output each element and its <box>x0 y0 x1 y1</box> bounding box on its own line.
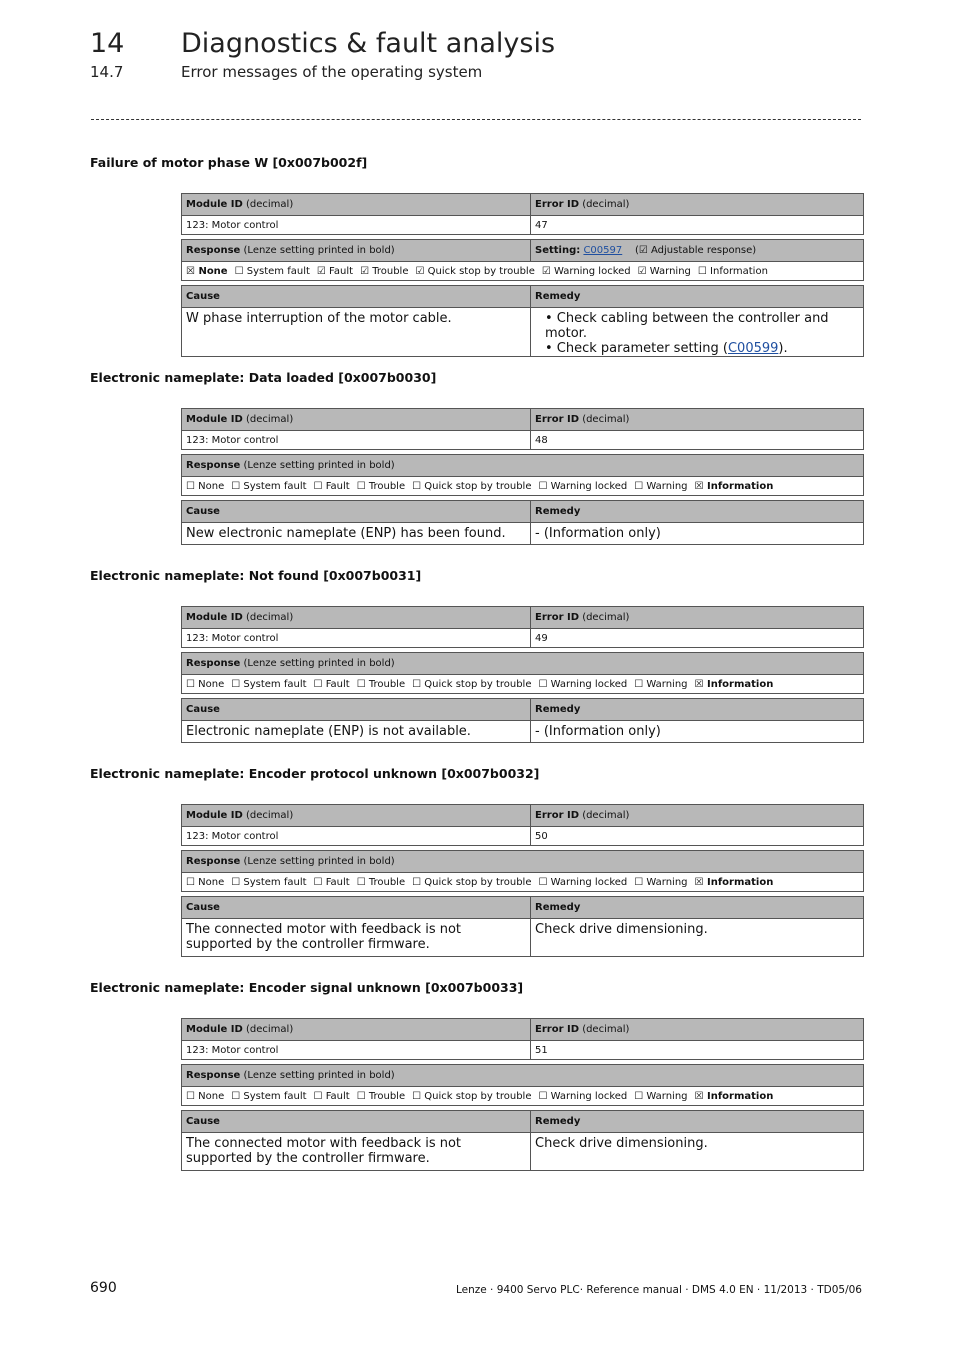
response-option: ☐ Warning <box>634 1090 688 1102</box>
response-option: ☐ System fault <box>231 876 307 888</box>
id-table <box>181 804 864 846</box>
module-id-header: Module ID (decimal) <box>182 409 531 431</box>
dashed-divider <box>91 119 861 120</box>
response-header: Response (Lenze setting printed in bold) <box>182 851 864 873</box>
error-title: Electronic nameplate: Not found [0x007b0031] <box>90 568 422 583</box>
cause-text: New electronic nameplate (ENP) has been found. <box>182 523 531 545</box>
error-id-value: 49 <box>531 629 864 648</box>
cause-text: Electronic nameplate (ENP) is not available. <box>182 721 531 743</box>
error-section-not-found <box>90 567 864 747</box>
chapter-number: 14 <box>90 28 125 59</box>
id-table <box>181 408 864 450</box>
error-id-header: Error ID (decimal) <box>531 409 864 431</box>
response-table <box>181 1064 864 1106</box>
response-option: ☐ Warning <box>634 876 688 888</box>
response-option: ☒ Information <box>694 876 774 888</box>
remedy-header: Remedy <box>531 897 864 919</box>
section-title: Error messages of the operating system <box>181 63 483 81</box>
module-id-value: 123: Motor control <box>182 827 531 846</box>
cause-remedy-table <box>181 285 864 357</box>
cause-header: Cause <box>182 1111 531 1133</box>
response-option: ☐ Warning locked <box>538 480 628 492</box>
response-options <box>182 1087 864 1106</box>
response-option: ☐ Warning locked <box>538 678 628 690</box>
error-id-value: 48 <box>531 431 864 450</box>
cause-remedy-table <box>181 500 864 545</box>
setting-header: Setting: C00597 (☑ Adjustable response) <box>531 240 864 262</box>
parameter-link[interactable]: C00599 <box>727 341 779 356</box>
error-title: Failure of motor phase W [0x007b002f] <box>90 155 368 170</box>
response-table <box>181 239 864 281</box>
response-option: ☑ Warning locked <box>541 265 631 277</box>
id-table <box>181 1018 864 1060</box>
response-option: ☒ None <box>186 265 228 277</box>
error-id-value: 47 <box>531 216 864 235</box>
response-option: ☐ Quick stop by trouble <box>412 876 532 888</box>
error-section-data-loaded <box>90 369 864 549</box>
module-id-value: 123: Motor control <box>182 216 531 235</box>
response-option: ☐ System fault <box>231 480 307 492</box>
remedy-text: Check drive dimensioning. <box>531 919 864 957</box>
remedy-header: Remedy <box>531 501 864 523</box>
error-id-header: Error ID (decimal) <box>531 607 864 629</box>
error-section-protocol-unknown <box>90 765 864 961</box>
response-option: ☐ Quick stop by trouble <box>412 480 532 492</box>
response-option: ☐ Quick stop by trouble <box>412 678 532 690</box>
cause-remedy-table <box>181 698 864 743</box>
module-id-value: 123: Motor control <box>182 1041 531 1060</box>
module-id-header: Module ID (decimal) <box>182 1019 531 1041</box>
response-option: ☑ Fault <box>316 265 354 277</box>
response-option: ☐ Warning <box>634 678 688 690</box>
response-option: ☒ Information <box>694 1090 774 1102</box>
error-id-header: Error ID (decimal) <box>531 194 864 216</box>
response-option: ☐ Trouble <box>356 678 406 690</box>
response-option: ☑ Trouble <box>360 265 409 277</box>
module-id-value: 123: Motor control <box>182 629 531 648</box>
cause-header: Cause <box>182 897 531 919</box>
chapter-title: Diagnostics & fault analysis <box>181 28 556 59</box>
response-table <box>181 652 864 694</box>
setting-link[interactable]: C00597 <box>583 245 623 256</box>
error-id-header: Error ID (decimal) <box>531 1019 864 1041</box>
remedy-header: Remedy <box>531 1111 864 1133</box>
module-id-value: 123: Motor control <box>182 431 531 450</box>
id-table <box>181 193 864 235</box>
page-number: 690 <box>90 1280 117 1296</box>
response-option: ☒ Information <box>694 678 774 690</box>
response-option: ☐ Warning locked <box>538 1090 628 1102</box>
module-id-header: Module ID (decimal) <box>182 805 531 827</box>
error-title: Electronic nameplate: Encoder signal unknown [0x007b0033] <box>90 980 524 995</box>
error-title: Electronic nameplate: Encoder protocol unknown [0x007b0032] <box>90 766 540 781</box>
response-option: ☐ System fault <box>231 678 307 690</box>
response-options <box>182 262 864 281</box>
response-header: Response (Lenze setting printed in bold) <box>182 653 864 675</box>
cause-header: Cause <box>182 501 531 523</box>
response-table <box>181 850 864 892</box>
response-option: ☐ Warning <box>634 480 688 492</box>
response-option: ☐ None <box>186 480 225 492</box>
response-option: ☐ Fault <box>313 480 350 492</box>
remedy-text: - (Information only) <box>531 523 864 545</box>
response-option: ☑ Quick stop by trouble <box>415 265 535 277</box>
response-header: Response (Lenze setting printed in bold) <box>182 1065 864 1087</box>
remedy-text <box>531 308 864 357</box>
remedy-header: Remedy <box>531 286 864 308</box>
response-option: ☐ System fault <box>231 1090 307 1102</box>
error-id-value: 51 <box>531 1041 864 1060</box>
cause-header: Cause <box>182 286 531 308</box>
remedy-text: Check drive dimensioning. <box>531 1133 864 1171</box>
response-option: ☐ Information <box>697 265 768 277</box>
response-option: ☐ Fault <box>313 678 350 690</box>
module-id-header: Module ID (decimal) <box>182 607 531 629</box>
remedy-item: • Check parameter setting (C00599). <box>545 341 788 356</box>
response-option: ☐ Fault <box>313 876 350 888</box>
footer-doc-info: Lenze · 9400 Servo PLC· Reference manual · DMS 4.0 EN · 11/2013 · TD05/06 <box>455 1284 862 1296</box>
response-options <box>182 675 864 694</box>
cause-remedy-table <box>181 1110 864 1171</box>
cause-text: W phase interruption of the motor cable. <box>182 308 531 357</box>
response-header: Response (Lenze setting printed in bold) <box>182 240 531 262</box>
response-options <box>182 477 864 496</box>
response-option: ☐ Trouble <box>356 1090 406 1102</box>
response-header: Response (Lenze setting printed in bold) <box>182 455 864 477</box>
remedy-item: • Check cabling between the controller and motor. <box>545 311 829 341</box>
error-title: Electronic nameplate: Data loaded [0x007b0030] <box>90 370 437 385</box>
response-option: ☑ Warning <box>637 265 691 277</box>
cause-remedy-table <box>181 896 864 957</box>
response-option: ☐ None <box>186 1090 225 1102</box>
error-section-signal-unknown <box>90 979 864 1175</box>
cause-text: The connected motor with feedback is not supported by the controller firmware. <box>182 919 531 957</box>
response-option: ☐ System fault <box>234 265 310 277</box>
cause-text: The connected motor with feedback is not supported by the controller firmware. <box>182 1133 531 1171</box>
response-option: ☐ None <box>186 678 225 690</box>
response-option: ☐ Trouble <box>356 480 406 492</box>
response-table <box>181 454 864 496</box>
remedy-text: - (Information only) <box>531 721 864 743</box>
response-option: ☐ None <box>186 876 225 888</box>
error-section-phase-w <box>90 154 864 361</box>
error-id-header: Error ID (decimal) <box>531 805 864 827</box>
response-option: ☐ Fault <box>313 1090 350 1102</box>
error-id-value: 50 <box>531 827 864 846</box>
response-option: ☒ Information <box>694 480 774 492</box>
response-options <box>182 873 864 892</box>
section-number: 14.7 <box>90 63 124 81</box>
module-id-header: Module ID (decimal) <box>182 194 531 216</box>
response-option: ☐ Trouble <box>356 876 406 888</box>
remedy-header: Remedy <box>531 699 864 721</box>
response-option: ☐ Warning locked <box>538 876 628 888</box>
cause-header: Cause <box>182 699 531 721</box>
id-table <box>181 606 864 648</box>
response-option: ☐ Quick stop by trouble <box>412 1090 532 1102</box>
